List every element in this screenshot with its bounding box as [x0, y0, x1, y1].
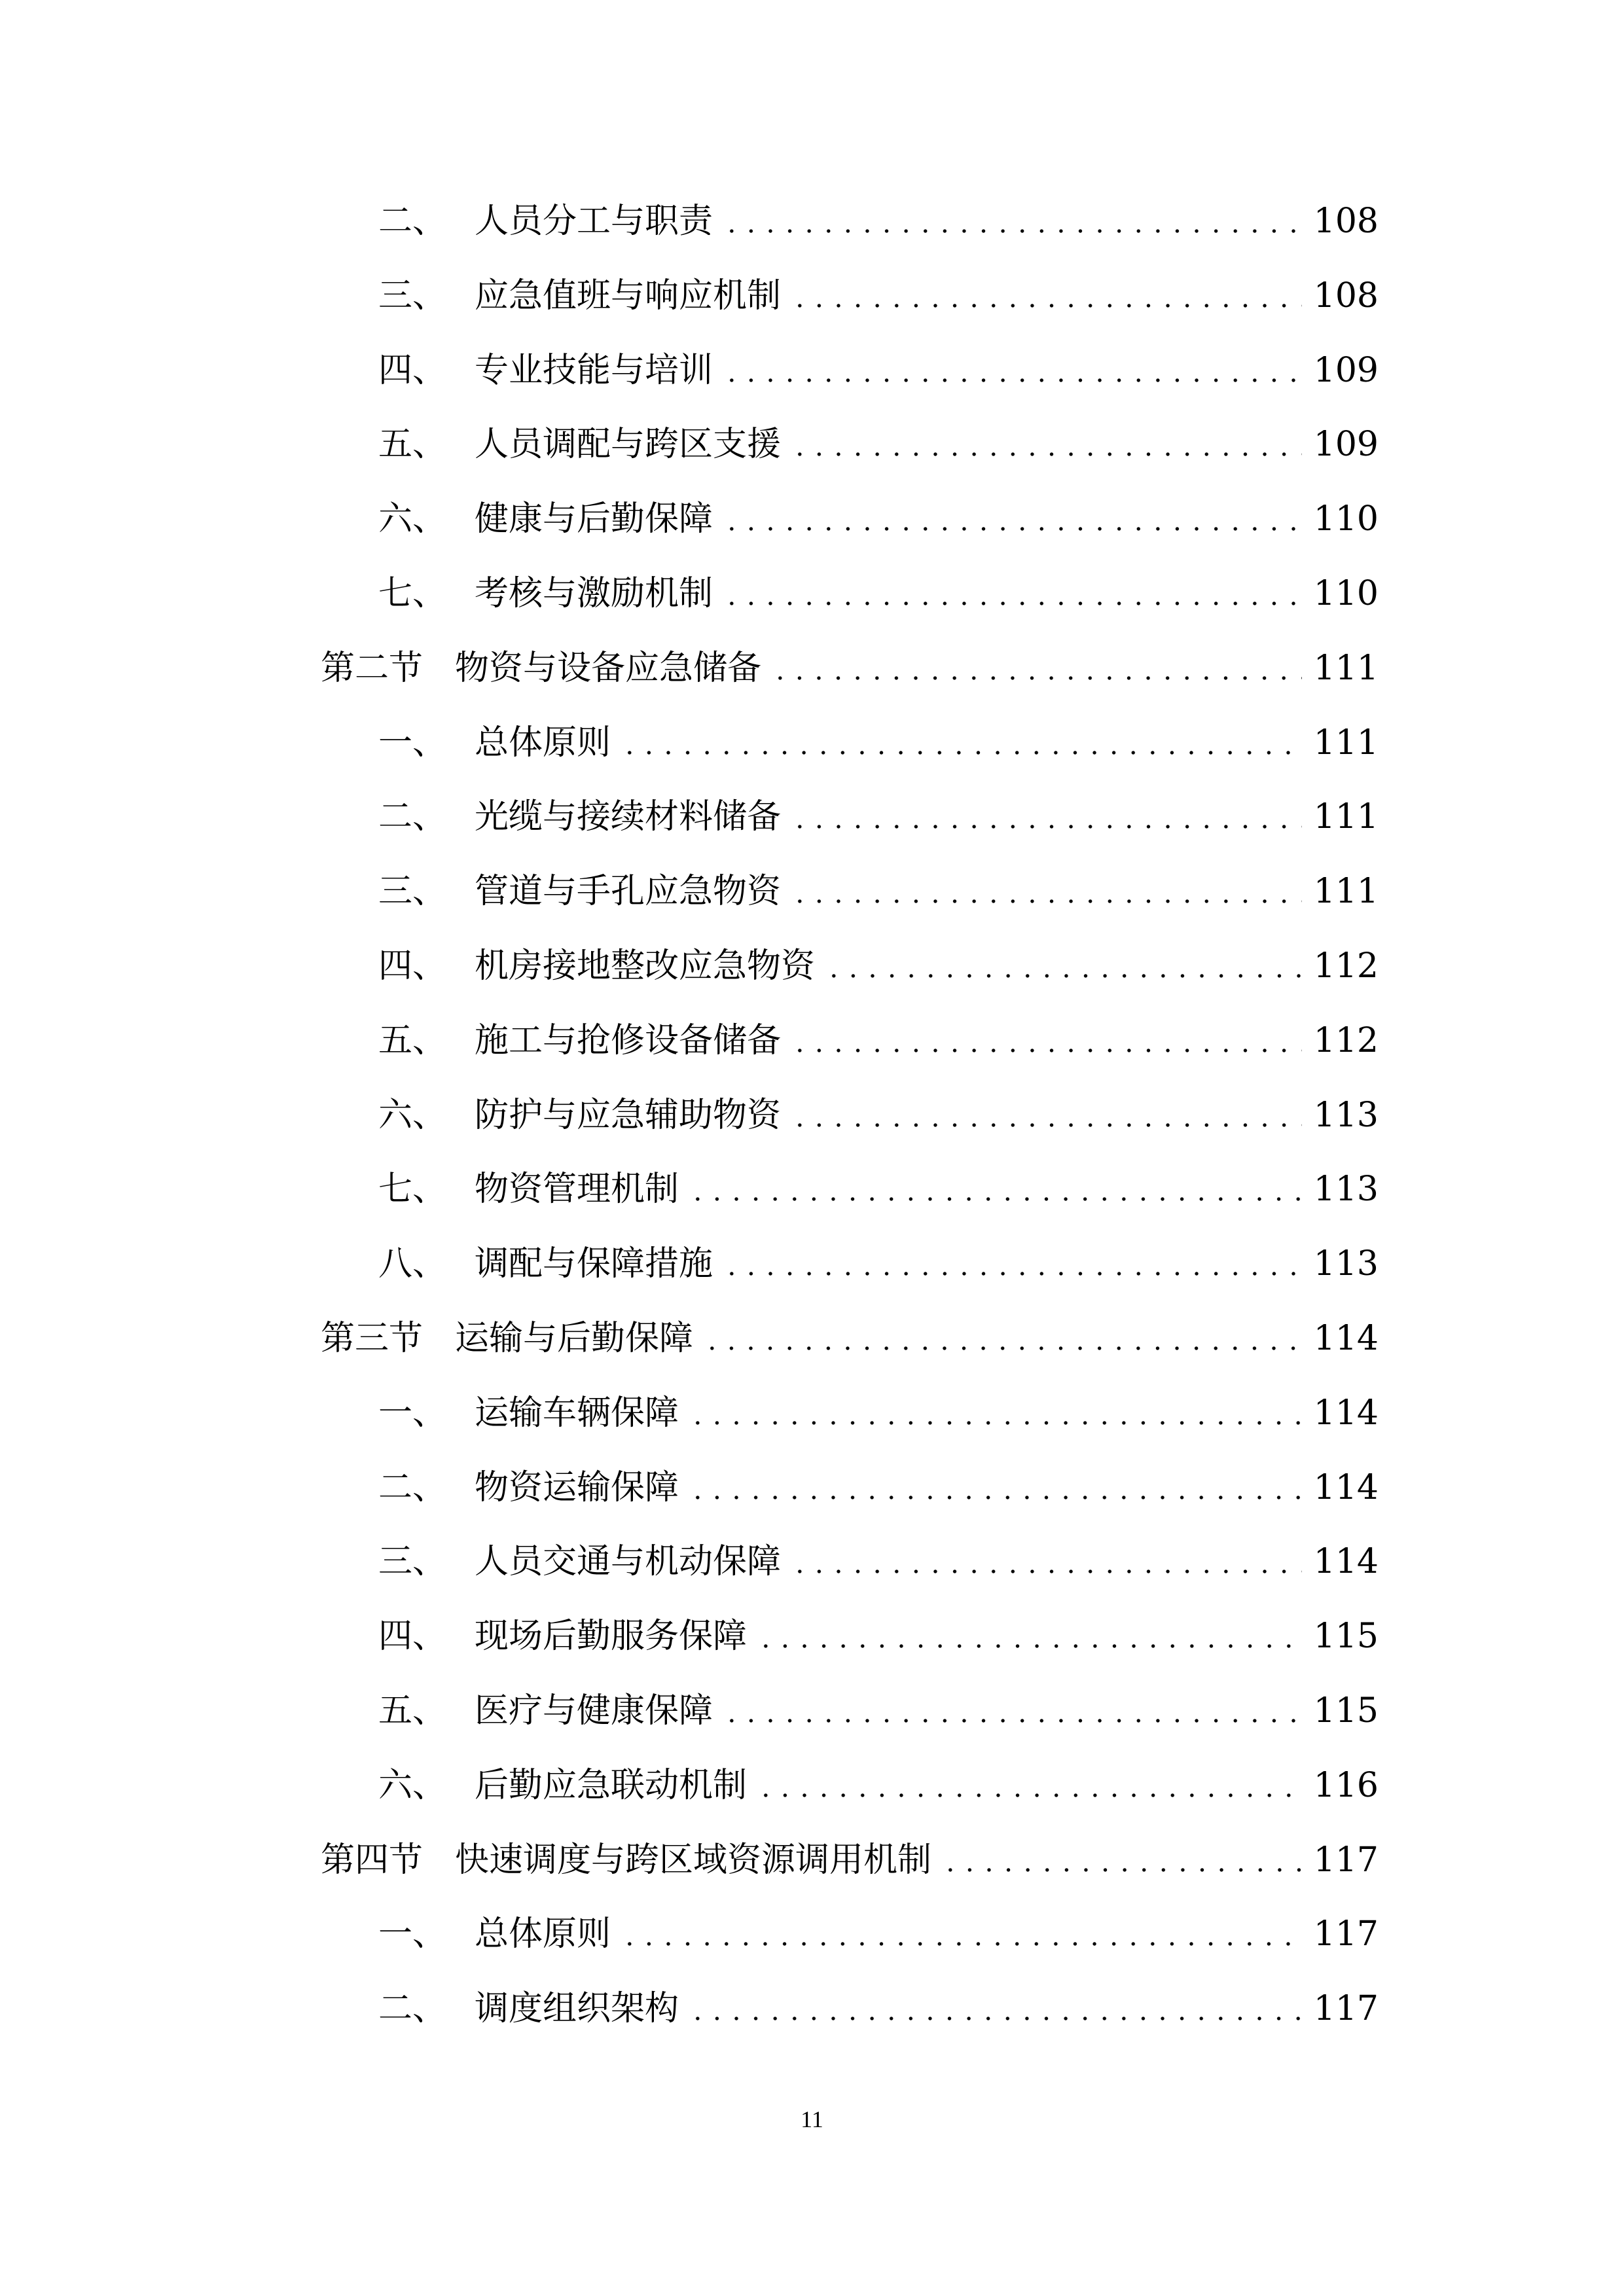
- dot-leader: [620, 717, 1302, 769]
- toc-entry-title: 施工与抢修设备储备: [475, 1020, 782, 1060]
- dot-leader: [790, 865, 1302, 918]
- toc-entry-page: 111: [1313, 723, 1379, 762]
- dot-leader: [756, 1610, 1302, 1662]
- dot-leader: [790, 791, 1302, 843]
- toc-entry-number: 四、: [378, 1617, 447, 1657]
- dot-leader: [756, 1759, 1302, 1812]
- toc-entry-title: 快速调度与跨区域资源调用机制: [455, 1840, 932, 1880]
- dot-leader: [722, 567, 1302, 620]
- toc-entry-title: 总体原则: [475, 723, 611, 762]
- dot-leader: [688, 1163, 1302, 1215]
- toc-entry-page: 117: [1313, 1840, 1379, 1880]
- dot-leader: [702, 1312, 1302, 1365]
- toc-item-entry[interactable]: [0, 1238, 1624, 1312]
- toc-entry-number: 四、: [378, 946, 447, 986]
- toc-entry-page: 114: [1313, 1318, 1379, 1358]
- toc-entry-number: 六、: [378, 1765, 447, 1805]
- toc-entry-page: 111: [1313, 872, 1379, 912]
- dot-leader: [722, 195, 1302, 247]
- page-number: 11: [801, 2106, 823, 2132]
- toc-entry-page: 114: [1313, 1393, 1379, 1433]
- toc-entry-title: 人员交通与机动保障: [475, 1542, 782, 1582]
- toc-entry-title: 医疗与健康保障: [475, 1691, 713, 1731]
- toc-item-entry[interactable]: [0, 1685, 1624, 1759]
- toc-entry-page: 112: [1313, 1020, 1379, 1060]
- toc-entry-title: 应急值班与响应机制: [475, 276, 782, 315]
- toc-item-entry[interactable]: [0, 1014, 1624, 1089]
- toc-entry-title: 防护与应急辅助物资: [475, 1095, 782, 1135]
- dot-leader: [688, 1982, 1302, 2035]
- toc-item-entry[interactable]: [0, 865, 1624, 940]
- toc-entry-title: 运输车辆保障: [475, 1393, 679, 1433]
- toc-entry-page: 108: [1313, 202, 1379, 241]
- toc-entry-number: 一、: [378, 1393, 447, 1433]
- toc-item-entry[interactable]: [0, 1610, 1624, 1685]
- toc-entry-number: 二、: [378, 202, 447, 241]
- toc-entry-title: 管道与手孔应急物资: [475, 872, 782, 912]
- dot-leader: [688, 1462, 1302, 1514]
- toc-item-entry[interactable]: [0, 717, 1624, 791]
- toc-entry-page: 115: [1313, 1617, 1379, 1657]
- toc-item-entry[interactable]: [0, 940, 1624, 1014]
- toc-entry-number: 二、: [378, 797, 447, 837]
- toc-item-entry[interactable]: [0, 418, 1624, 493]
- toc-entry-number: 五、: [378, 425, 447, 465]
- toc-item-entry[interactable]: [0, 791, 1624, 865]
- toc-entry-number: 三、: [378, 276, 447, 315]
- dot-leader: [790, 1535, 1302, 1588]
- toc-item-entry[interactable]: [0, 270, 1624, 344]
- toc-entry-title: 健康与后勤保障: [475, 499, 713, 539]
- toc-entry-page: 109: [1313, 350, 1379, 390]
- dot-leader: [722, 1238, 1302, 1290]
- dot-leader: [722, 1685, 1302, 1737]
- toc-section-entry[interactable]: [0, 642, 1624, 717]
- toc-entry-number: 第四节: [321, 1840, 424, 1880]
- toc-entry-title: 考核与激励机制: [475, 573, 713, 613]
- toc-entry-page: 111: [1313, 797, 1379, 837]
- toc-entry-page: 109: [1313, 425, 1379, 465]
- toc-entry-number: 三、: [378, 872, 447, 912]
- toc-entry-page: 112: [1313, 946, 1379, 986]
- toc-entry-page: 117: [1313, 1914, 1379, 1954]
- toc-item-entry[interactable]: [0, 1908, 1624, 1982]
- dot-leader: [790, 1014, 1302, 1067]
- toc-entry-title: 人员分工与职责: [475, 202, 713, 241]
- toc-item-entry[interactable]: [0, 1387, 1624, 1462]
- toc-entry-page: 117: [1313, 1989, 1379, 2029]
- dot-leader: [790, 1089, 1302, 1141]
- dot-leader: [790, 418, 1302, 471]
- toc-entry-number: 七、: [378, 1170, 447, 1210]
- toc-entry-number: 三、: [378, 1542, 447, 1582]
- toc-item-entry[interactable]: [0, 493, 1624, 567]
- toc-entry-title: 物资管理机制: [475, 1170, 679, 1210]
- dot-leader: [790, 270, 1302, 322]
- toc-entry-title: 物资与设备应急储备: [455, 648, 762, 688]
- dot-leader: [722, 493, 1302, 545]
- toc-entry-number: 五、: [378, 1691, 447, 1731]
- toc-entry-page: 113: [1313, 1170, 1379, 1210]
- dot-leader: [941, 1834, 1302, 1886]
- toc-item-entry[interactable]: [0, 1163, 1624, 1238]
- toc-entry-number: 八、: [378, 1244, 447, 1284]
- toc-item-entry[interactable]: [0, 1535, 1624, 1610]
- toc-item-entry[interactable]: [0, 1462, 1624, 1536]
- toc-entry-number: 第二节: [321, 648, 424, 688]
- toc-entry-page: 111: [1313, 648, 1379, 688]
- dot-leader: [824, 940, 1302, 992]
- toc-entry-title: 调配与保障措施: [475, 1244, 713, 1284]
- toc-entry-number: 二、: [378, 1989, 447, 2029]
- toc-entry-title: 总体原则: [475, 1914, 611, 1954]
- toc-entry-number: 六、: [378, 499, 447, 539]
- toc-entry-number: 一、: [378, 1914, 447, 1954]
- toc-entry-page: 113: [1313, 1244, 1379, 1284]
- dot-leader: [770, 642, 1302, 694]
- dot-leader: [688, 1387, 1302, 1439]
- toc-entry-number: 四、: [378, 350, 447, 390]
- toc-entry-page: 110: [1313, 573, 1379, 613]
- toc-entry-title: 运输与后勤保障: [455, 1318, 694, 1358]
- toc-entry-number: 第三节: [321, 1318, 424, 1358]
- toc-entry-number: 七、: [378, 573, 447, 613]
- toc-entry-number: 六、: [378, 1095, 447, 1135]
- toc-item-entry[interactable]: [0, 195, 1624, 270]
- toc-item-entry[interactable]: [0, 1089, 1624, 1164]
- toc-entry-page: 113: [1313, 1095, 1379, 1135]
- toc-entry-title: 机房接地整改应急物资: [475, 946, 816, 986]
- toc-section-entry[interactable]: [0, 1312, 1624, 1387]
- toc-entry-number: 二、: [378, 1467, 447, 1507]
- toc-item-entry[interactable]: [0, 1982, 1624, 2057]
- toc-entry-title: 物资运输保障: [475, 1467, 679, 1507]
- toc-entry-title: 现场后勤服务保障: [475, 1617, 748, 1657]
- toc-entry-page: 114: [1313, 1467, 1379, 1507]
- toc-entry-number: 五、: [378, 1020, 447, 1060]
- toc-section-entry[interactable]: [0, 1834, 1624, 1909]
- toc-entry-title: 光缆与接续材料储备: [475, 797, 782, 837]
- toc-entry-title: 专业技能与培训: [475, 350, 713, 390]
- toc-entry-number: 一、: [378, 723, 447, 762]
- dot-leader: [722, 344, 1302, 397]
- toc-entry-page: 114: [1313, 1542, 1379, 1582]
- toc-entry-page: 116: [1313, 1765, 1379, 1805]
- toc-entry-title: 后勤应急联动机制: [475, 1765, 748, 1805]
- toc-item-entry[interactable]: [0, 567, 1624, 642]
- toc-entry-page: 108: [1313, 276, 1379, 315]
- toc-item-entry[interactable]: [0, 1759, 1624, 1834]
- toc-item-entry[interactable]: [0, 344, 1624, 419]
- dot-leader: [620, 1908, 1302, 1960]
- toc-entry-title: 调度组织架构: [475, 1989, 679, 2029]
- toc-entry-page: 115: [1313, 1691, 1379, 1731]
- toc-entry-title: 人员调配与跨区支援: [475, 425, 782, 465]
- toc-entry-page: 110: [1313, 499, 1379, 539]
- table-of-contents: [0, 195, 1624, 2057]
